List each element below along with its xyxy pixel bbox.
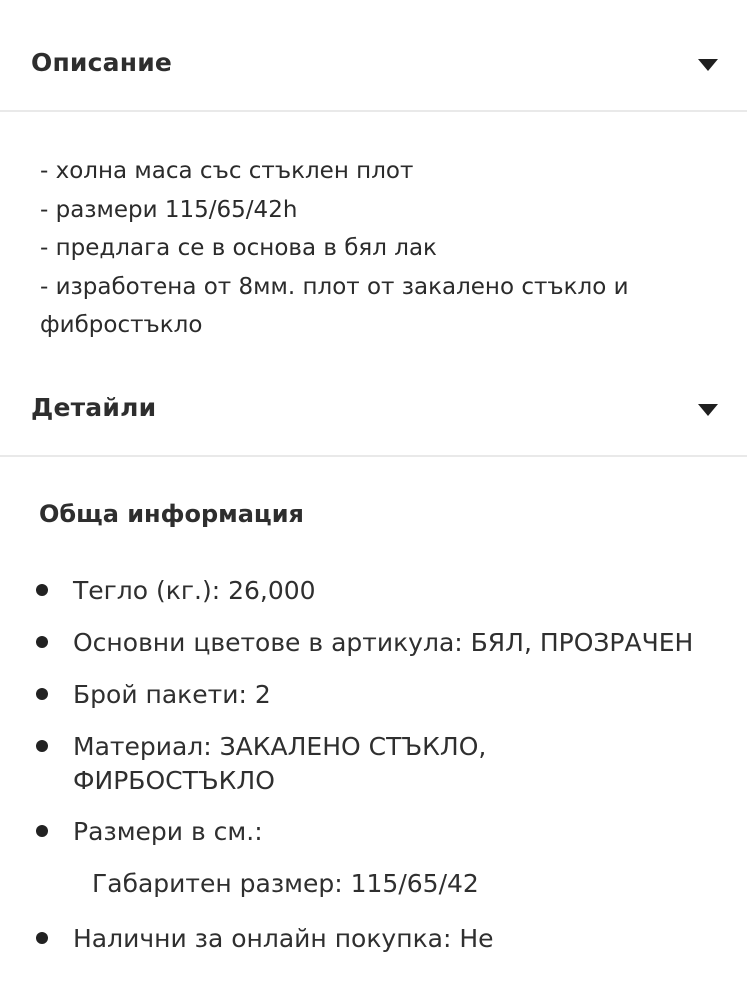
list-item-text: Материал: ЗАКАЛЕНО СТЪКЛО,: [73, 732, 487, 761]
details-accordion-header[interactable]: [0, 362, 747, 457]
general-info-heading: Обща информация: [39, 500, 304, 528]
chevron-down-icon[interactable]: [698, 59, 718, 71]
chevron-down-icon[interactable]: [698, 404, 718, 416]
list-item-text-continuation: ФИРБОСТЪКЛО: [73, 766, 275, 795]
bullet-dot-icon: [36, 636, 48, 648]
list-item-text: Брой пакети: 2: [73, 680, 271, 709]
description-body: [40, 152, 690, 345]
list-item-text: Основни цветове в артикула: БЯЛ, ПРОЗРАЧЕН: [73, 628, 694, 657]
list-item-text: Тегло (кг.): 26,000: [73, 576, 316, 605]
description-line: - размери 115/65/42h: [40, 196, 298, 223]
dimensions-value: Габаритен размер: 115/65/42: [92, 869, 479, 898]
description-accordion-header[interactable]: [0, 0, 747, 112]
bullet-dot-icon: [36, 740, 48, 752]
bullet-dot-icon: [36, 932, 48, 944]
description-line: - холна маса със стъклен плот: [40, 158, 414, 184]
bullet-dot-icon: [36, 825, 48, 837]
list-item-text: Размери в см.:: [73, 817, 263, 846]
list-item-text: Налични за онлайн покупка: Не: [73, 924, 494, 953]
description-title: Описание: [31, 48, 173, 77]
details-title: Детайли: [31, 393, 157, 422]
description-line: - предлага се в основа в бял лак: [40, 235, 437, 261]
bullet-dot-icon: [36, 688, 48, 700]
bullet-dot-icon: [36, 584, 48, 596]
description-line: - изработена от 8мм. плот от закалено стъкло и: [40, 273, 629, 300]
description-line: фибростъкло: [40, 312, 203, 338]
